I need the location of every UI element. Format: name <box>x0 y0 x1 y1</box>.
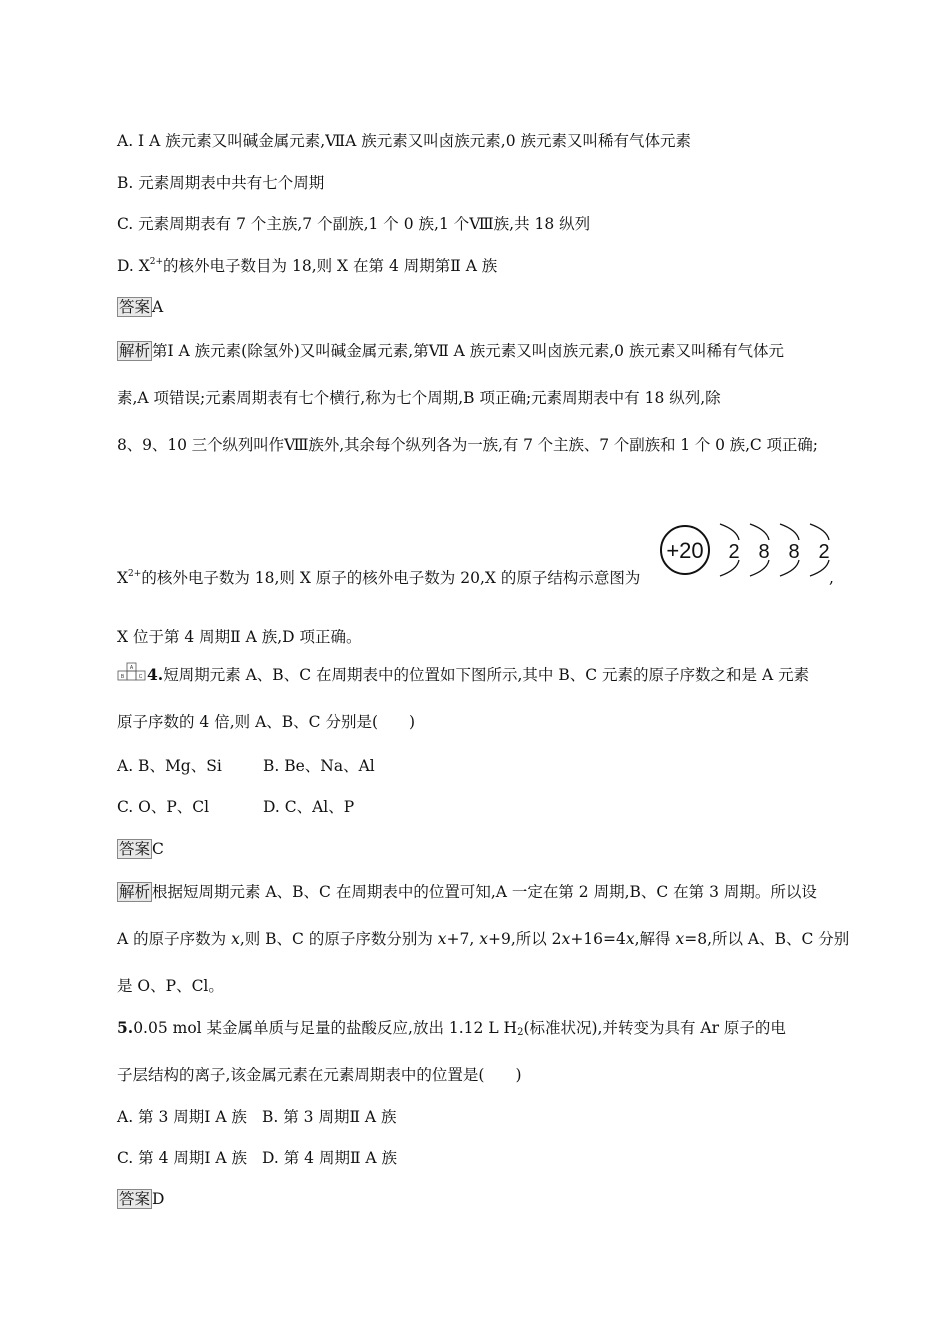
q5-option-b: B. 第 3 周期Ⅱ A 族 <box>262 1108 397 1126</box>
charge-superscript: 2+ <box>128 569 142 579</box>
electron-shell-3 <box>780 524 800 576</box>
q3-analysis-text-1: 第Ⅰ A 族元素(除氢外)又叫碱金属元素,第Ⅶ A 族元素又叫卤族元素,0 族元素又叫稀有气体元 <box>152 342 784 360</box>
q5-option-c: C. 第 4 周期Ⅰ A 族 <box>117 1149 248 1167</box>
q3-option-d-prefix: D. X <box>117 257 150 275</box>
q3-option-b: B. 元素周期表中共有七个周期 <box>117 174 325 192</box>
q3-answer: A <box>152 298 164 316</box>
answer-label: 答案 <box>119 840 151 858</box>
atomic-structure-diagram <box>657 516 832 584</box>
q5-option-d: D. 第 4 周期Ⅱ A 族 <box>262 1149 398 1167</box>
electron-shell-4 <box>810 524 830 576</box>
shell-electrons: 8 <box>788 541 800 563</box>
q4-option-d: D. C、Al、P <box>263 798 355 816</box>
q5-stem-text-1b: (标准状况),并转变为具有 Ar 原子的电 <box>523 1019 786 1037</box>
q4-analysis-line-2: A 的原子序数为 x,则 B、C 的原子序数分别为 x+7, x+9,所以 2x+16=4x,解得 x=8,所以 A、B、C 分别 <box>117 930 850 948</box>
shell-electrons: 2 <box>728 541 740 563</box>
q5-answer: D <box>152 1190 165 1208</box>
q4-analysis-line-1 <box>117 881 817 903</box>
answer-label: 答案 <box>119 1190 151 1208</box>
q4-stem-text-1: 短周期元素 A、B、C 在周期表中的位置如下图所示,其中 B、C 元素的原子序数之和是 A 元素 <box>163 666 810 684</box>
variable-x: x <box>625 930 635 948</box>
answer-label: 答案 <box>119 298 151 316</box>
q5-stem-line-2: 子层结构的离子,该金属元素在元素周期表中的位置是( ) <box>117 1066 522 1084</box>
shell-electrons: 8 <box>758 541 770 563</box>
electron-shell-2 <box>750 524 770 576</box>
analysis-label: 解析 <box>119 883 151 901</box>
q4-stem-line-1 <box>147 664 809 686</box>
q5-option-a: A. 第 3 周期Ⅰ A 族 <box>117 1108 247 1126</box>
q5-stem-text-1a: 0.05 mol 某金属单质与足量的盐酸反应,放出 1.12 L H <box>133 1019 518 1037</box>
variable-x: x <box>437 930 447 948</box>
variable-x: x <box>231 930 240 948</box>
q3-answer-line <box>117 296 163 318</box>
q5-answer-line <box>117 1188 164 1210</box>
q3-analysis-comma: , <box>829 569 834 587</box>
q3-option-d-text: 的核外电子数目为 18,则 X 在第 4 周期第Ⅱ A 族 <box>163 257 498 275</box>
q3-option-d <box>117 255 497 277</box>
periodic-table-grid-figure <box>117 662 147 682</box>
q3-analysis-line-5: X 位于第 4 周期Ⅱ A 族,D 项正确。 <box>117 628 362 646</box>
q4-option-b: B. Be、Na、Al <box>263 757 375 775</box>
variable-x: x <box>675 930 685 948</box>
variable-x: x <box>479 930 488 948</box>
analysis-label: 解析 <box>119 342 151 360</box>
q3-option-a: A. Ⅰ A 族元素又叫碱金属元素,ⅦA 族元素又叫卤族元素,0 族元素又叫稀有气体元素 <box>117 132 691 150</box>
q3-analysis-line-2: 素,A 项错误;元素周期表有七个横行,称为七个周期,B 项正确;元素周期表中有 18 纵列,除 <box>117 389 721 407</box>
electron-shell-1 <box>720 524 740 576</box>
q3-analysis-line-3: 8、9、10 三个纵列叫作Ⅷ族外,其余每个纵列各为一族,有 7 个主族、7 个副族和 1 个 0 族,C 项正确; <box>117 436 818 454</box>
charge-superscript: 2+ <box>149 257 164 267</box>
q4-stem-line-2: 原子序数的 4 倍,则 A、B、C 分别是( ) <box>117 713 416 731</box>
q4-option-a: A. B、Mg、Si <box>117 757 222 775</box>
grid-cell-c: C <box>138 674 143 680</box>
q4-analysis-text-1: 根据短周期元素 A、B、C 在周期表中的位置可知,A 一定在第 2 周期,B、C 在第 3 周期。所以设 <box>152 883 817 901</box>
q5-stem-line-1 <box>117 1017 786 1039</box>
q4-option-c: C. O、P、Cl <box>117 798 210 816</box>
shell-electrons: 2 <box>818 541 830 563</box>
question-number: 5. <box>117 1018 134 1037</box>
q3-analysis-line-4 <box>117 567 640 589</box>
question-number: 4. <box>147 665 164 684</box>
grid-cell-b: B <box>120 674 125 680</box>
nucleus-charge: +20 <box>666 538 704 563</box>
q4-answer: C <box>152 840 164 858</box>
subscript: 2 <box>517 1027 524 1038</box>
q3-option-c: C. 元素周期表有 7 个主族,7 个副族,1 个 0 族,1 个Ⅷ族,共 18 纵列 <box>117 215 591 233</box>
q3-analysis-text-4: 的核外电子数为 18,则 X 原子的核外电子数为 20,X 的原子结构示意图为 <box>141 569 641 587</box>
variable-x: x <box>561 930 571 948</box>
q3-analysis-x: X <box>117 569 129 587</box>
q3-analysis-line-1 <box>117 340 784 362</box>
q4-analysis-line-3: 是 O、P、Cl。 <box>117 977 224 995</box>
q4-answer-line <box>117 838 164 860</box>
grid-cell-a: A <box>129 665 134 671</box>
